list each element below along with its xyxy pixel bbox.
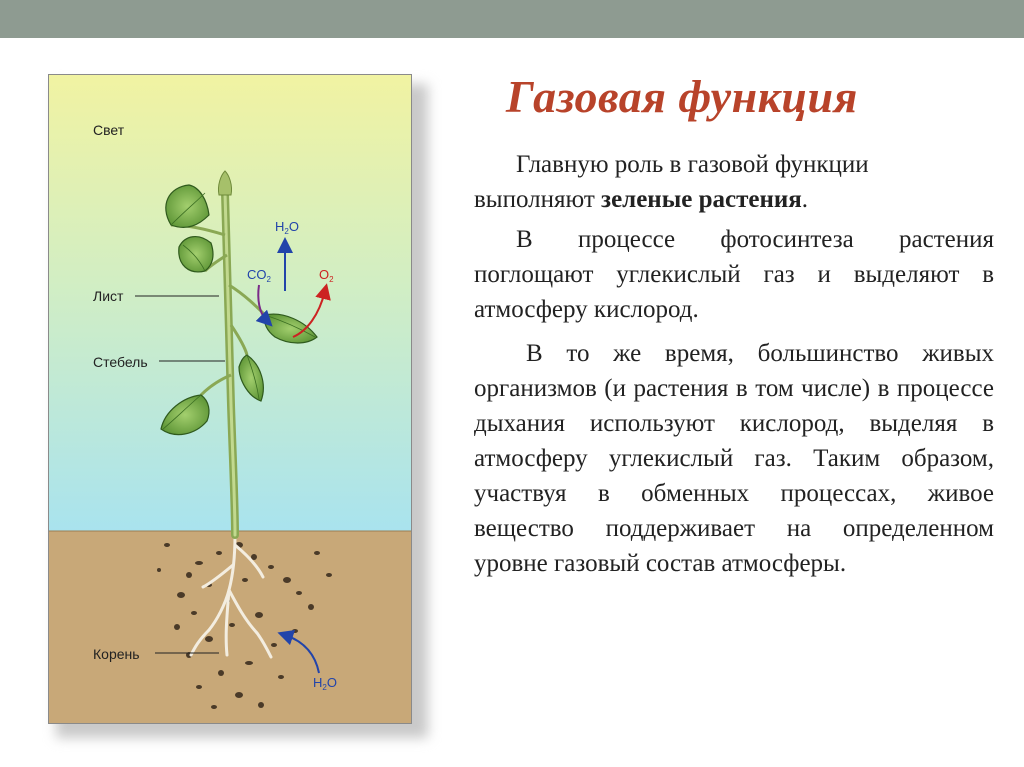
- label-light: Свет: [93, 122, 125, 138]
- soil: [49, 531, 411, 723]
- paragraph-1-pre: выполняют: [474, 186, 602, 213]
- label-stem: Стебель: [93, 354, 148, 370]
- h2o-top-label: H2O: [275, 219, 299, 236]
- h2o-bottom-label: H2O: [313, 675, 337, 692]
- top-bar: [0, 0, 1024, 38]
- slide-title: Газовая функция: [506, 71, 858, 122]
- plant-diagram: [48, 74, 412, 724]
- paragraph-1-post: .: [801, 186, 809, 213]
- label-leaf: Лист: [93, 288, 124, 304]
- co2-label: CO2: [247, 267, 271, 284]
- paragraph-3: В то же время, большинство живых организмов (и растения в том числе) в процессе дыхания используют кислород, выделяя в атмосферу углекислый газ. Таким образом, участвуя в обменных процессах, живое вещество поддерживает на определенном уровне газовый состав атмосферы.: [474, 340, 994, 577]
- paragraph-2: В процессе фотосинтеза растения поглощают углекислый газ и выделяют в атмосферу кислород.: [474, 226, 994, 323]
- plant-diagram-svg: [49, 75, 411, 723]
- label-root: Корень: [93, 646, 140, 662]
- paragraph-1: [474, 147, 994, 217]
- paragraph-1-line1: Главную роль в газовой функции: [516, 151, 869, 178]
- o2-label: O2: [319, 267, 334, 284]
- paragraph-1-bold: зеленые растения: [601, 186, 802, 213]
